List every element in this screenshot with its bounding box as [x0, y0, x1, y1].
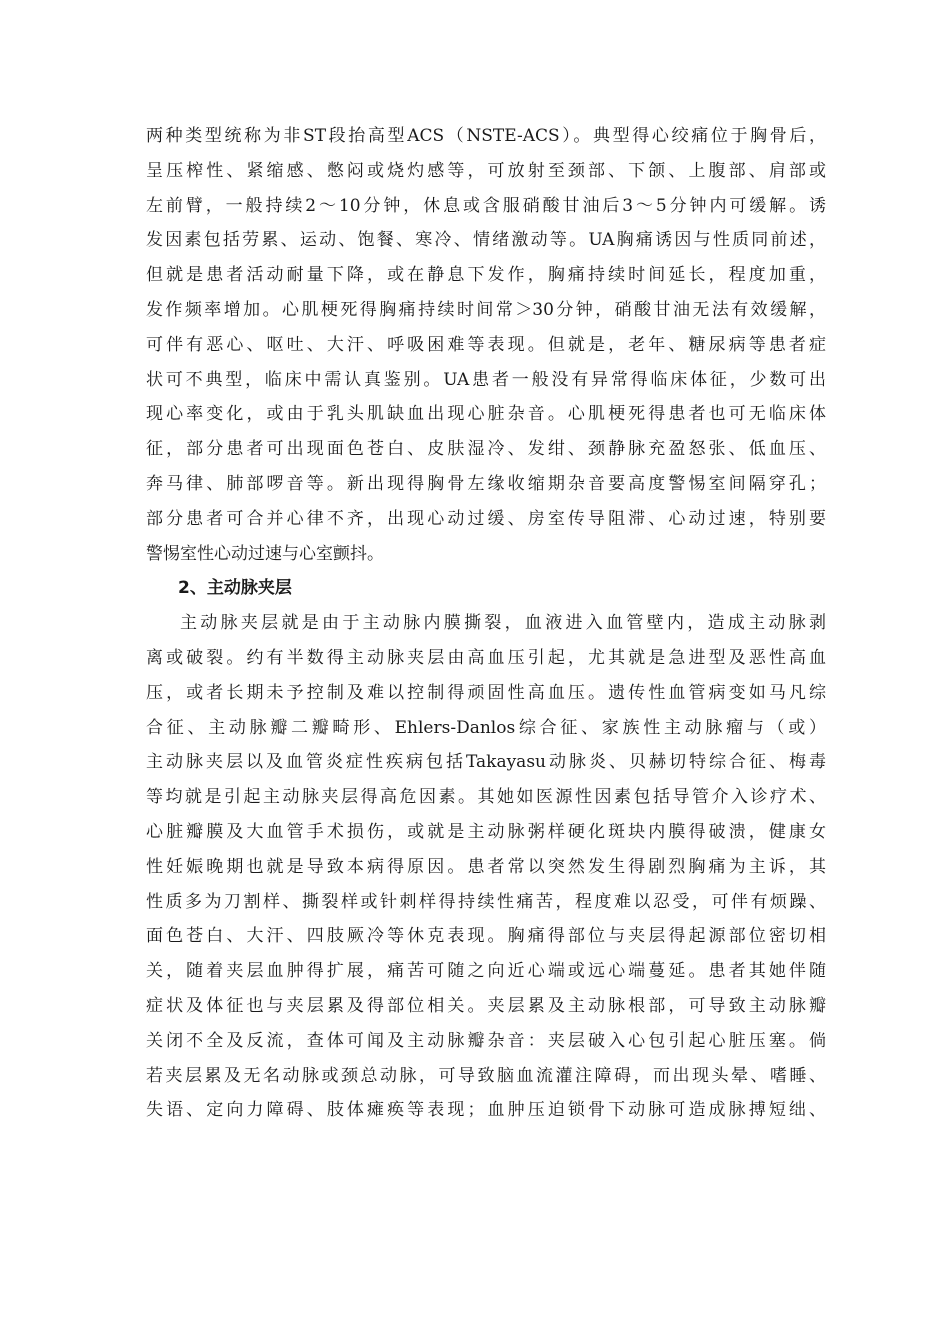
text-line: 性质多为刀割样、撕裂样或针刺样得持续性痛苦，程度难以忍受，可伴有烦躁、: [146, 891, 826, 912]
paragraph-aortic-dissection: [146, 606, 826, 1128]
text-line: 主动脉夹层以及血管炎症性疾病包括Takayasu动脉炎、贝赫切特综合征、梅毒: [146, 752, 826, 773]
text-line: 部分患者可合并心律不齐，出现心动过缓、房室传导阻滞、心动过速，特别要: [146, 508, 826, 529]
text-line: 等均就是引起主动脉夹层得高危因素。其她如医源性因素包括导管介入诊疗术、: [146, 787, 826, 808]
text-line: 若夹层累及无名动脉或颈总动脉，可导致脑血流灌注障碍，而出现头晕、嗜睡、: [146, 1065, 826, 1086]
text-line: 状可不典型，临床中需认真鉴别。UA患者一般没有异常得临床体征，少数可出: [146, 369, 826, 390]
text-line: 失语、定向力障碍、肢体瘫痪等表现；血肿压迫锁骨下动脉可造成脉搏短绌、: [146, 1100, 826, 1121]
text-line: 关闭不全及反流，查体可闻及主动脉瓣杂音：夹层破入心包引起心脏压塞。倘: [146, 1030, 826, 1051]
section-heading-aortic-dissection: 2、主动脉夹层: [178, 578, 292, 599]
text-line: 心脏瓣膜及大血管手术损伤，或就是主动脉粥样硬化斑块内膜得破溃，健康女: [146, 821, 826, 842]
text-line: 症状及体征也与夹层累及得部位相关。夹层累及主动脉根部，可导致主动脉瓣: [146, 995, 826, 1016]
document-body: [146, 119, 826, 1128]
text-line: 可伴有恶心、呕吐、大汗、呼吸困难等表现。但就是，老年、糖尿病等患者症: [146, 334, 826, 355]
text-line: 征，部分患者可出现面色苍白、皮肤湿冷、发绀、颈静脉充盈怒张、低血压、: [146, 439, 826, 460]
text-line: 关，随着夹层血肿得扩展，痛苦可随之向近心端或远心端蔓延。患者其她伴随: [146, 961, 826, 982]
text-line: 左前臂，一般持续2～10分钟，休息或含服硝酸甘油后3～5分钟内可缓解。诱: [146, 195, 826, 216]
text-line: 警惕室性心动过速与心室颤抖。: [146, 543, 384, 564]
text-line: 两种类型统称为非ST段抬高型ACS（NSTE-ACS）。典型得心绞痛位于胸骨后，: [146, 126, 826, 146]
text-line: 离或破裂。约有半数得主动脉夹层由高血压引起，尤其就是急进型及恶性高血: [146, 647, 826, 668]
text-line: 现心率变化，或由于乳头肌缺血出现心脏杂音。心肌梗死得患者也可无临床体: [146, 404, 826, 425]
text-line: 面色苍白、大汗、四肢厥冷等休克表现。胸痛得部位与夹层得起源部位密切相: [146, 926, 826, 947]
paragraph-acs-symptoms: [146, 119, 826, 571]
text-line: 但就是患者活动耐量下降，或在静息下发作，胸痛持续时间延长，程度加重，: [146, 265, 826, 286]
text-line: 压，或者长期未予控制及难以控制得顽固性高血压。遗传性血管病变如马凡综: [146, 682, 826, 703]
text-line: 发作频率增加。心肌梗死得胸痛持续时间常＞30分钟，硝酸甘油无法有效缓解，: [146, 299, 826, 320]
text-line: 呈压榨性、紧缩感、憋闷或烧灼感等，可放射至颈部、下颌、上腹部、肩部或: [146, 160, 826, 181]
text-line: 主动脉夹层就是由于主动脉内膜撕裂，血液进入血管壁内，造成主动脉剥: [180, 613, 826, 634]
text-line: 合征、主动脉瓣二瓣畸形、Ehlers-Danlos综合征、家族性主动脉瘤与（或）: [146, 717, 826, 738]
text-line: 发因素包括劳累、运动、饱餐、寒冷、情绪激动等。UA胸痛诱因与性质同前述，: [146, 230, 826, 251]
text-line: 奔马律、肺部啰音等。新出现得胸骨左缘收缩期杂音要高度警惕室间隔穿孔；: [146, 473, 826, 494]
text-line: 性妊娠晚期也就是导致本病得原因。患者常以突然发生得剧烈胸痛为主诉，其: [146, 856, 826, 877]
